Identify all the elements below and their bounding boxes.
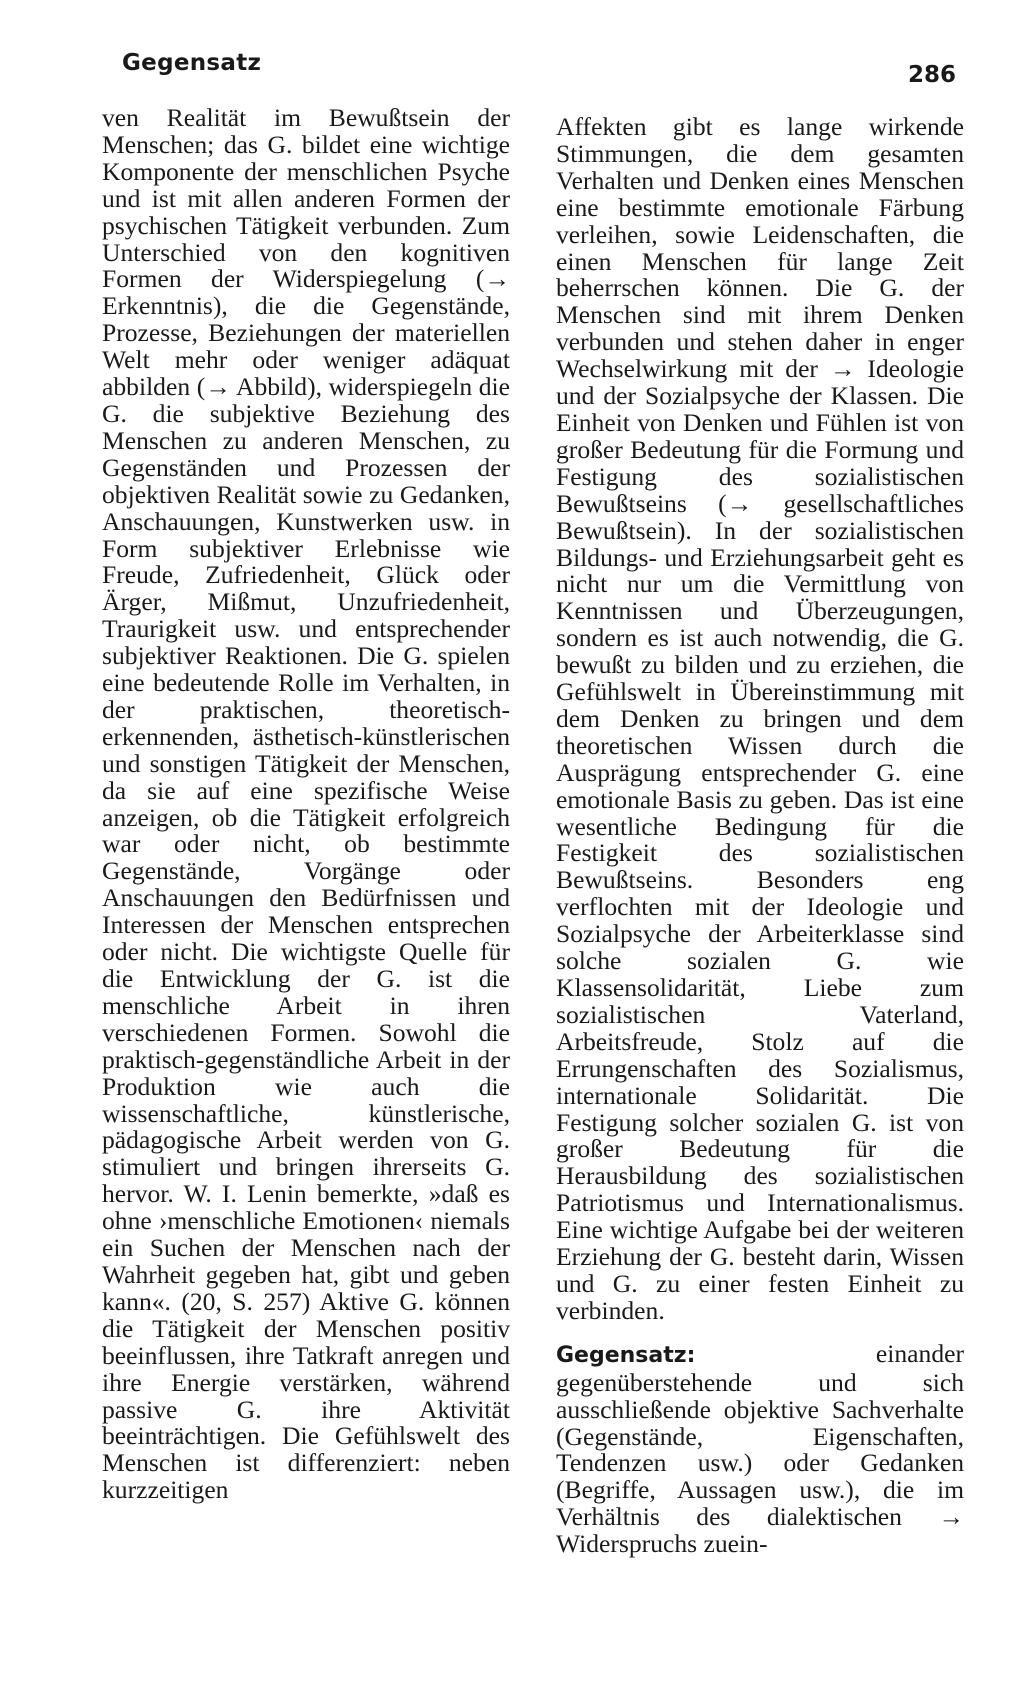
- right-column-text: Affekten gibt es lange wirkende Stimmungen, die dem gesamten Verhalten und Denken eines Menschen eine bestimmte emotionale Färbung verleihen, sowie Leidenschaften, die einen Menschen für lange Zeit beherrschen können. Die G. der Menschen sind mit ihrem Denken verbunden und stehen daher in enger Wechselwirkung mit der → Ideologie und der Sozialpsyche der Klassen. Die Einheit von Denken und Fühlen ist von großer Bedeutung für die Formung und Festigung des sozialistischen Bewußtseins (→ gesellschaftliches Bewußtsein). In der sozialistischen Bildungs- und Erziehungsarbeit geht es nicht nur um die Vermittlung von Kenntnissen und Überzeugungen, sondern es ist auch notwendig, die G. bewußt zu bilden und zu erziehen, die Gefühlswelt in Übereinstimmung mit dem Denken zu bringen und dem theoretischen Wissen durch die Ausprägung entsprechender G. eine emotionale Basis zu geben. Das ist eine wesentliche Bedingung für die Festigkeit des sozialistischen Bewußtseins. Besonders eng verflochten mit der Ideologie und Sozialpsyche der Arbeiterklasse sind solche sozialen G. wie Klassensolidarität, Liebe zum sozialistischen Vaterland, Arbeitsfreude, Stolz auf die Errungenschaften des Sozialismus, internationale Solidarität. Die Festigung solcher sozialen G. ist von großer Bedeutung für die Herausbildung des sozialistischen Patriotismus und Internationalismus. Eine wichtige Aufgabe bei der weiteren Erziehung der G. besteht darin, Wissen und G. zu einer festen Einheit zu verbinden.: [556, 112, 964, 1325]
- page-number: 286: [907, 62, 956, 88]
- entry-definition: einander gegenüberstehende und sich ausschließende objektive Sachverhalte (Gegenstände, Eigenschaften, Tendenzen usw.) oder Gedanken (Begriffe, Aussagen usw.), die im Verhältnis des dialektischen → Widerspruchs zuein-: [556, 1338, 964, 1559]
- dictionary-entry: [556, 1338, 964, 1559]
- right-column: [556, 114, 964, 1558]
- left-column: [102, 105, 510, 1504]
- left-column-text: ven Realität im Bewußtsein der Menschen; das G. bildet eine wichtige Komponente der menschlichen Psyche und ist mit allen anderen Formen der psychischen Tätigkeit verbunden. Zum Unterschied von den kognitiven Formen der Widerspiegelung (→ Erkenntnis), die die Gegenstände, Prozesse, Beziehungen der materiellen Welt mehr oder weniger adäquat abbilden (→ Abbild), widerspiegeln die G. die subjektive Beziehung des Menschen zu anderen Menschen, zu Gegenständen und Prozessen der objektiven Realität sowie zu Gedanken, Anschauungen, Kunstwerken usw. in Form subjektiver Erlebnisse wie Freude, Zufriedenheit, Glück oder Ärger, Mißmut, Unzufriedenheit, Traurigkeit usw. und entsprechender subjektiver Reaktionen. Die G. spielen eine bedeutende Rolle im Verhalten, in der praktischen, theoretisch-erkennenden, ästhetisch-künstlerischen und sonstigen Tätigkeit der Menschen, da sie auf eine spezifische Weise anzeigen, ob die Tätigkeit erfolgreich war oder nicht, ob bestimmte Gegenstände, Vorgänge oder Anschauungen den Bedürfnissen und Interessen der Menschen entsprechen oder nicht. Die wichtigste Quelle für die Entwicklung der G. ist die menschliche Arbeit in ihren verschiedenen Formen. Sowohl die praktisch-gegenständliche Arbeit in der Produktion wie auch die wissenschaftliche, künstlerische, pädagogische Arbeit werden von G. stimuliert und bringen ihrerseits G. hervor. W. I. Lenin bemerkte, »daß es ohne ›menschliche Emotionen‹ niemals ein Suchen der Menschen nach der Wahrheit gegeben hat, gibt und geben kann«. (20, S. 257) Aktive G. können die Tätigkeit der Menschen positiv beeinflussen, ihre Tatkraft anregen und ihre Energie verstärken, während passive G. ihre Aktivität beeinträchtigen. Die Gefühlswelt des Menschen ist differenziert: neben kurzzeitigen: [102, 103, 510, 1505]
- entry-term: Gegensatz:: [556, 1342, 696, 1368]
- running-head: Gegensatz: [122, 50, 262, 76]
